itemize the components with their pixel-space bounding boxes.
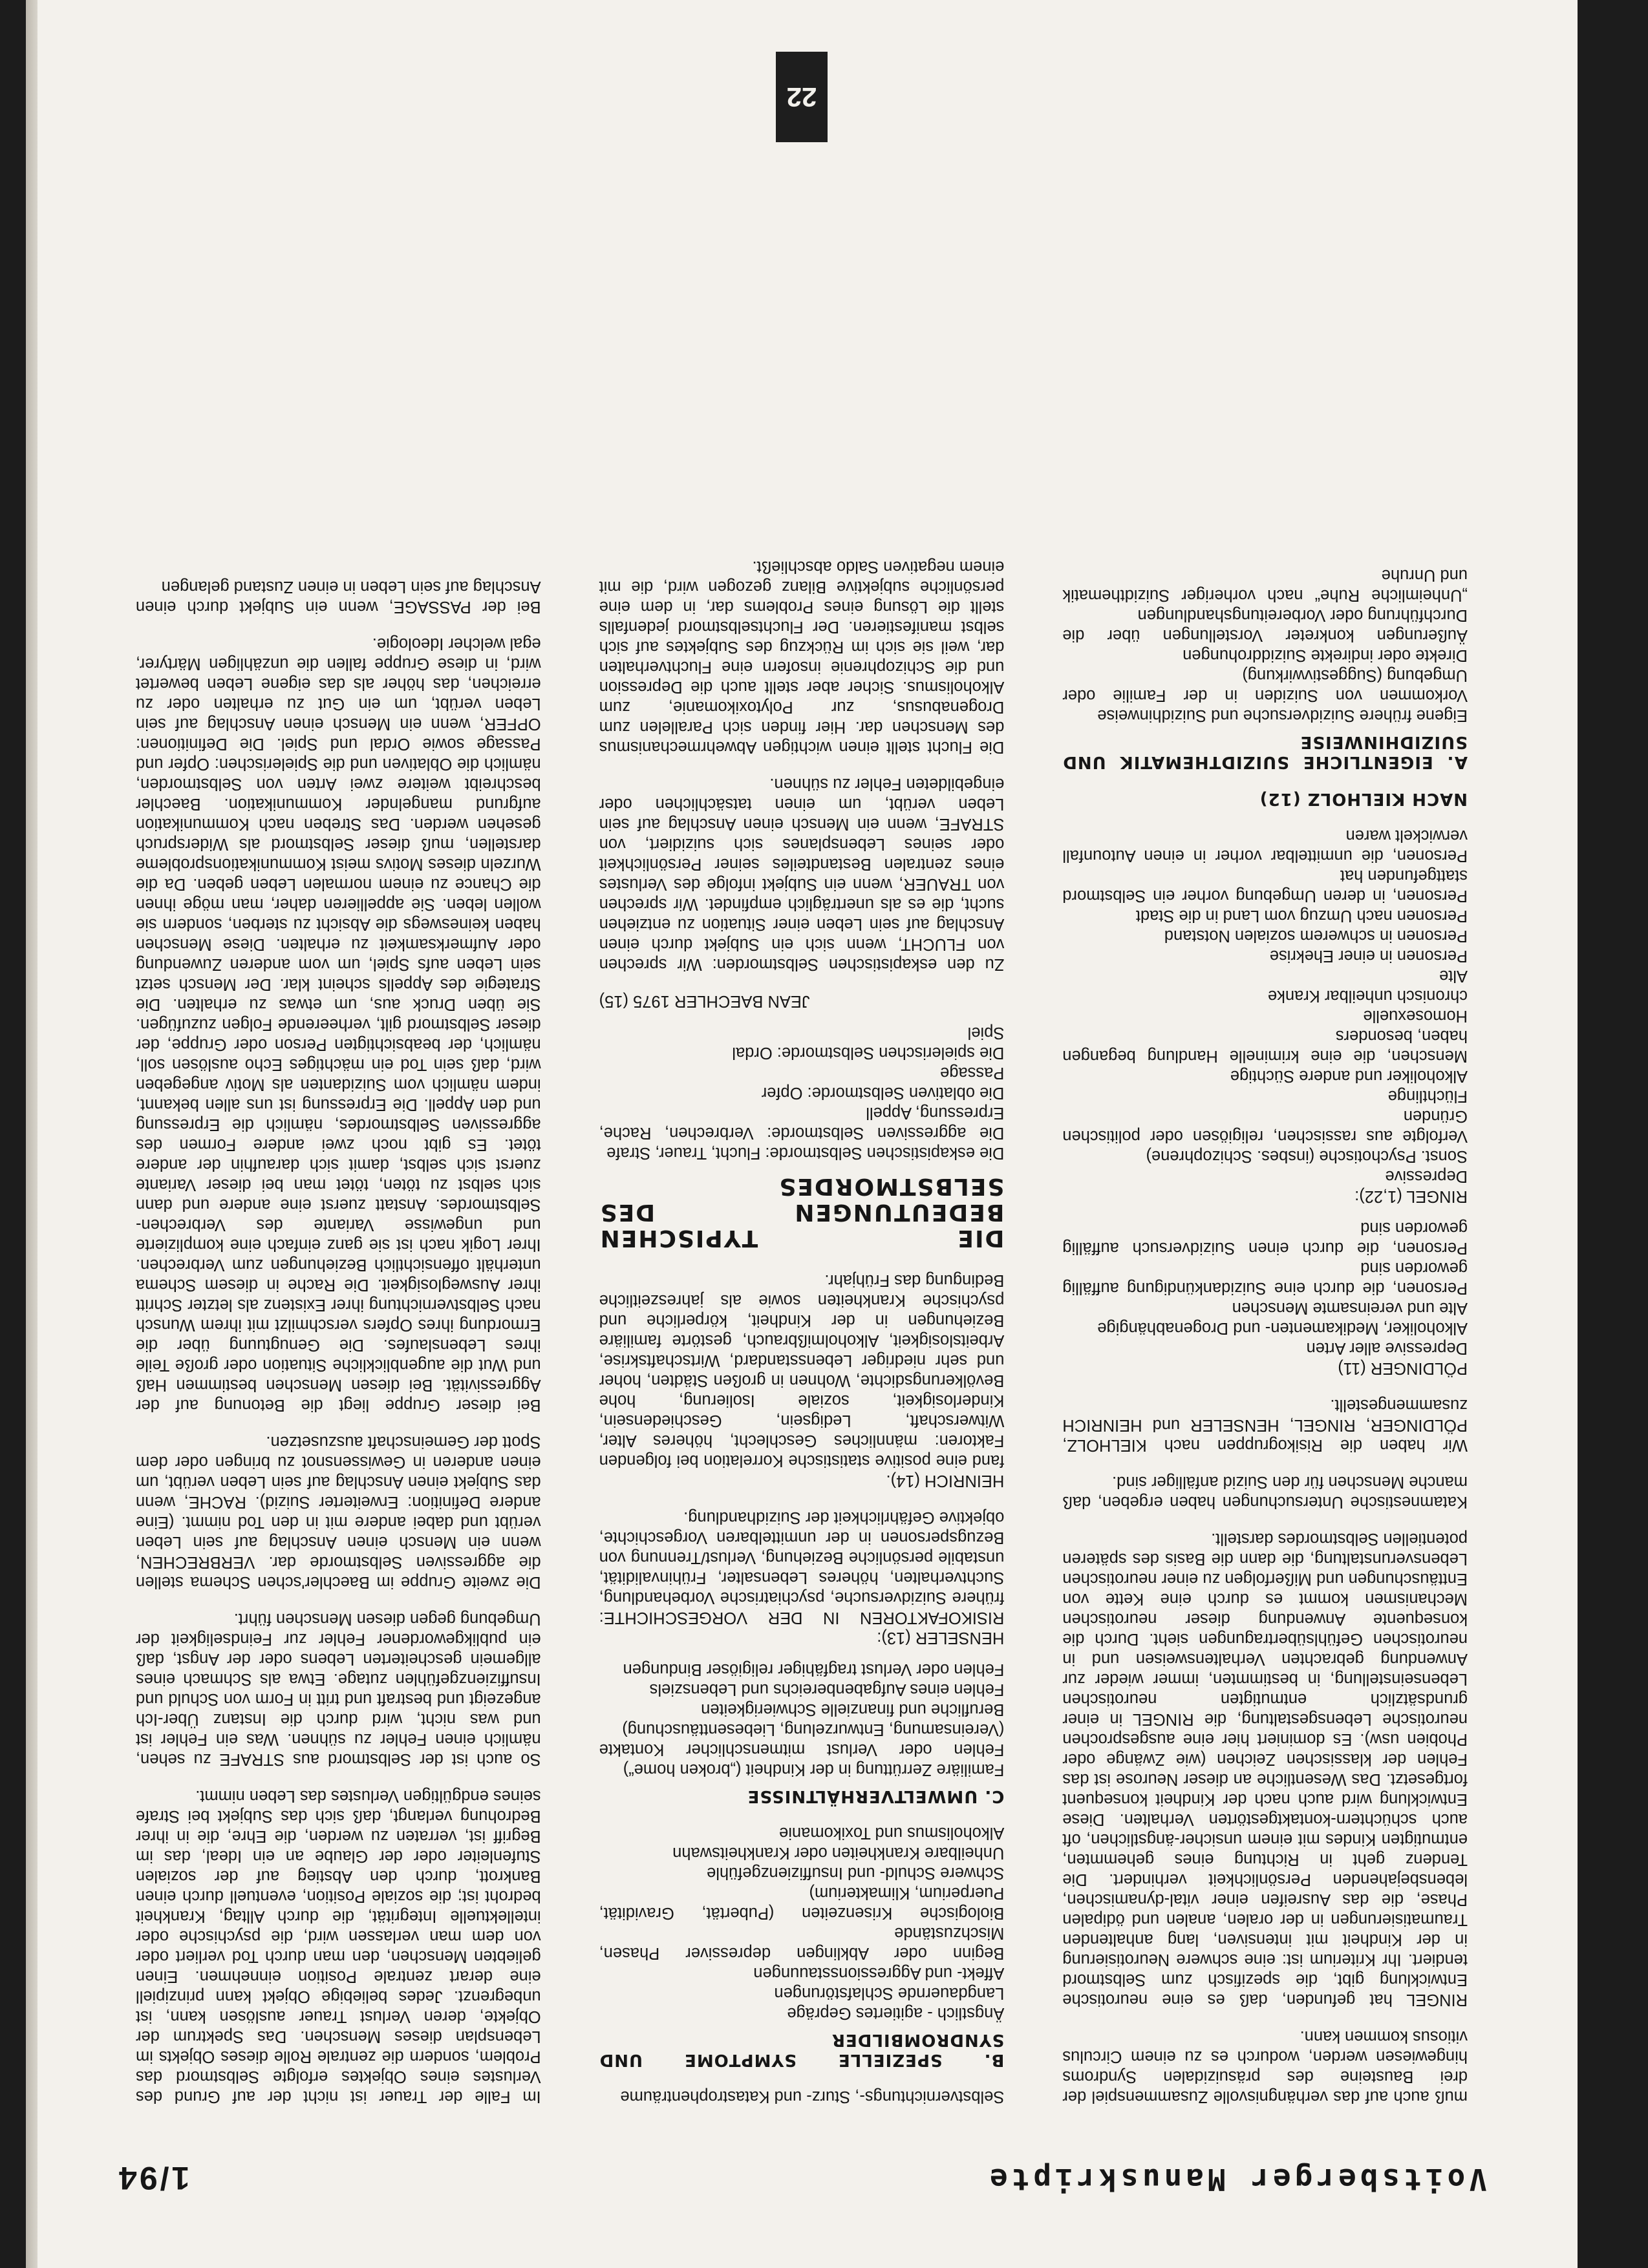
list-item: „Unheimliche Ruhe“ nach vorheriger Suizidthematik und Unruhe (1062, 566, 1468, 604)
column-2 (599, 175, 1005, 2106)
list-item: Affekt- und Aggressionsstauungen (753, 1964, 1005, 1982)
paragraph: muß auch auf das verhängnisvolle Zusammenspiel der drei Bausteine des präsuizidalen Syndroms hingewiesen werden, wodurch es zu einem Circulus vitiosus kommen kann. (1062, 2028, 1468, 2106)
paragraph: Die zweite Gruppe im Baechler'schen Schema stellen die aggressiven Selbstmorde dar. VERBRECHEN, wenn ein Mensch einen Anschlag auf sein Leben verübt und dabei andere mit in den Tod nimmt. (Eine andere Definition: Erweiterter Suizid). RACHE, wenn das Subjekt einen Anschlag auf sein Leben verübt, um einen anderen in Gewissensnot zu bringen oder dem Spott der Gemeinschaft auszusetzen. (135, 1433, 541, 1591)
subheading: RINGEL (1,22): (1354, 1187, 1468, 1205)
list-item: Ängstlich - agitiertes Gepräge (787, 2004, 1005, 2022)
list-item: Familiäre Zerrüttung in der Kindheit („broken home“) (623, 1761, 1005, 1779)
issue-number: 1/94 (116, 2160, 190, 2196)
list-item: Personen, die durch eine Suizidankündigung auffällig geworden sind (1062, 1259, 1468, 1297)
running-header (116, 2152, 1487, 2197)
column-3 (136, 175, 541, 2106)
column-1 (1062, 175, 1468, 2106)
section-heading: NACH KIELHOLZ (12) (1259, 789, 1468, 809)
list-item: chronisch unheilbar Kranke (1267, 987, 1468, 1005)
list-item: Homosexuelle (1363, 1007, 1468, 1025)
paragraph: Wir haben die Risikogruppen nach KIELHOLZ, PÖLDINGER, RINGEL, HENSELER und HEINRICH zusammengestellt. (1062, 1396, 1468, 1454)
paragraph: Die Flucht stellt einen wichtigen Abwehrmechanismus des Menschen dar. Hier finden sich Parallelen zum Drogenabusus, zur Polytoxikomanie, zum Alkoholismus. Sicher aber stellt auch die Depression und die Schizophrenie insofern eine Fluchtverhalten dar, weil sie sich im Rückzug des Subjektes auf sich selbst manifestieren. Der Fluchtselbstmord jedenfalls stellt die Lösung eines Problems dar, in dem eine persönliche subjektive Bilanz gezogen wird, die mit einem negativen Saldo abschließt. (599, 558, 1005, 756)
list-item: Spiel (967, 1024, 1005, 1042)
main-heading: DIE TYPISCHEN BEDEUTUNGEN DES SELBSTMORDES (599, 1173, 1005, 1251)
list-item: Personen, die unmittelbar vorher in einen Autounfall verwickelt waren (1062, 827, 1468, 865)
paragraph: Bei der PASSAGE, wenn ein Subjekt durch einen Anschlag auf sein Leben in einen Zustand gelangen (135, 578, 541, 616)
list-item: Depressive aller Arten (1306, 1339, 1468, 1357)
paragraph: RINGEL hat gefunden, daß es eine neurotische Entwicklung gibt, die spezifisch zum Selbstmord tendiert. Ihr Kriterium ist: eine schwere Neurotisierung in der Kindheit mit intensiven, lang anhaltenden Traumatisierungen in der oralen, analen und ödipalen Phase, die das Ausreifen einer vital-dynamischen, lebensbejahenden Persönlichkeit verhindert. Die Tendenz geht in Richtung eines gehemmten, entmutigten Kindes mit einem unsicher-ängstlichen, oft auch schüchtern-kontaktgestörten Verhalten. Diese Entwicklung wird auch nach der Kindheit konsequent fortgesetzt. Das Wesentliche an dieser Neurose ist das Fehlen der klassischen Zeichen (wie Zwänge oder Phobien usw). Es dominiert hier eine ausgesprochen neurotische Lebensgestaltung, die RINGEL in einer grundsätzlich entmutigten neurotischen Lebenseinstellung, in bestimmten, immer wieder zur Anwendung gebrachten Verhaltensweisen und in neurotischen Gefühlsübertragungen sieht. Durch die konsequente Anwendung dieser neurotischen Mechanismen kommt es durch eine Kette von Enttäuschungen und Mißerfolgen zu einer neurotischen Lebensverunstaltung, die dann die Basis des späteren potentiellen Selbstmordes darstellt. (1062, 1530, 1468, 2009)
list-item: Direkte oder indirekte Suiziddrohungen (1182, 646, 1468, 664)
subheading: HEINRICH (14). (886, 1472, 1005, 1490)
section-c-list (599, 1659, 1005, 1779)
list-item: Flüchtlinge (1387, 1087, 1468, 1105)
list-item: Vorkommen von Suiziden in der Familie oder Umgebung (Suggestivwirkung) (1062, 666, 1468, 705)
list-item: Beginn oder Abklingen depressiver Phasen, Mischzustände (599, 1924, 1005, 1962)
page-number-tab: 22 (776, 52, 828, 142)
list-item: Fehlen oder Verlust tragfähiger religiöser Bindungen (623, 1660, 1005, 1679)
list-item: Personen in schwerem sozialen Notstand (1164, 927, 1468, 945)
paragraph: Bei dieser Gruppe liegt die Betonung auf der Aggressivität. Bei diesen Menschen bestimmen Haß und Wut die augenblickliche Situation oder große Teile ihres Lebenslaufes. Die Genugtuung über die Ermordung ihres Opfers verschmilzt mit ihrem Wunsch nach Selbstvernichtung ihrer Existenz als letzter Schritt ihrer Ausweglosigkeit. Die Rache in diesem Schema unterhält offensichtlich Beziehungen zum Verbrechen. Ihrer Logik nach ist sie ganz einfach eine komplizierte und ungewisse Variante des Verbrechen-Selbstmordes. Anstatt zuerst eine andere und dann sich selbst zu töten, tötet man bei dieser Variante zuerst sich selbst, damit sich daraufhin der andere tötet. Es gibt noch zwei andere Formen des aggressiven Selbstmordes, nämlich die Erpressung und den Appell. Die Erpressung ist uns allen bekannt, indem nämlich vom Suizidanten als Motiv angegeben wird, daß sein Tod ein mächtiges Echo auslösen soll, nämlich, der beabsichtigten Person oder Gruppe, der dieser Selbstmord gilt, verheerende Folgen zuzufügen. Sie üben Druck aus, um etwas zu erhalten. Die Strategie des Appells scheint klar. Der Mensch setzt sein Leben aufs Spiel, um vom anderen Zuwendung oder Aufmerksamkeit zu erhalten. Diese Menschen haben keineswegs die Absicht zu sterben, sondern sie wollen leben. Sie appellieren daher, man möge ihnen die Chance zu einem normalen Leben geben. Da die Wurzeln dieses Motivs meist Kommunikationsprobleme darstellen, muß dieser Selbstmord als Widerspruch gesehen werden. Das Streben nach Kommunikation aufgrund mangelnder Kommunikation. Baechler beschreibt weitere zwei Arten von Selbstmorden, nämlich die Oblativen und die Spielerischen: Opfer und Passage sowie Ordal und Spiel. Die Definitionen: OPFER, wenn ein Mensch einen Anschlag auf sein Leben verübt, um ein Gut zu erhalten oder zu erreichen, das höher als das eigene Leben bewertet wird, in diese Gruppe fallen die unzähligen Märtyrer, egal welcher Ideologie. (135, 635, 541, 1414)
list-item: Alkoholismus und Toxikomanie (779, 1824, 1005, 1842)
paragraph: RISIKOFAKTOREN IN DER VORGESCHICHTE: frühere Suizidversuche, psychiatrische Vorbehandlung, Suchtverhalten, höheres Lebensalter, Frühinvalidität, unstabile persönliche Beziehung, Verlust/Trennung von Bezugspersonen in der unmittelbaren Vorgeschichte, objektive Gefährlichkeit der Suizidhandlung. (599, 1509, 1005, 1627)
list-item: Verfolgte aus rassischen, religiösen oder politischen Gründen (1062, 1107, 1468, 1145)
risk-list-poeldinger (1062, 1218, 1468, 1358)
list-item: Unheilbare Krankheiten oder Krankheitswahn (672, 1844, 1005, 1862)
section-heading: C. UMWELTVERHÄLTNISSE (747, 1786, 1005, 1806)
subheading: HENSELER (13): (877, 1629, 1005, 1647)
list-item: Schwere Schuld- und Insuffizienzgefühle (707, 1864, 1005, 1882)
list-item: Personen in einer Ehekrise (1269, 947, 1468, 965)
section-b-list (599, 1823, 1005, 2023)
list-item: Alkoholiker und andere Süchtige (1230, 1067, 1468, 1085)
list-item: Personen, in deren Umgebung vorher ein Selbstmord stattgefunden hat (1062, 867, 1468, 905)
subheading: PÖLDINGER (11) (1338, 1359, 1468, 1377)
paragraph: Katamnestische Untersuchungen haben ergeben, daß manche Menschen für den Suizid anfälliger sind. (1062, 1473, 1468, 1511)
paragraph: fand eine positive statistische Korrelation bei folgenden Faktoren: männliches Geschlecht, höheres Alter, Witwerschaft, Ledigsein, Geschiedensein, Kinderlosigkeit, soziale Isolierung, hohe Bevölkerungsdichte, Wohnen in großen Städten, hoher und sehr niedriger Lebensstandard, Wirtschaftskrise, Arbeitslosigkeit, Alkoholmißbrauch, gestörte familiäre Beziehungen in der Kindheit, körperliche und psychische Krankheiten sowie als jahreszeitliche Bedingung das Frühjahr. (599, 1271, 1005, 1470)
types-list (599, 1023, 1005, 1163)
list-item: Äußerungen konkreter Vorstellungen über die Durchführung oder Vorbereitungshandlungen (1062, 606, 1468, 644)
list-item: Fehlen oder Verlust mitmenschlicher Kontakte (Vereinsamung, Entwurzelung, Liebesenttäuschung) (599, 1721, 1005, 1759)
list-item: Alte (1439, 967, 1468, 985)
paragraph: So auch ist der Selbstmord aus STRAFE zu sehen, nämlich einen Fehler zu sühnen. Was ein Fehler ist und was nicht, wird durch die Instanz Über-Ich angezeigt und bestraft und tritt in Form von Schuld und Insuffizienzgefühlen zutage. Etwa als Schmach eines allgemein gescheiterten Lebens oder der Angst, daß ein publikgewordener Fehler zur Feindseligkeit der Umgebung gegen diesen Menschen führt. (135, 1610, 541, 1768)
list-item: Alte und vereinsamte Menschen (1232, 1299, 1468, 1317)
list-item: Biologische Krisenzeiten (Pubertät, Gravidität, Puerperium, Klimakterium) (599, 1884, 1005, 1922)
list-item: Langdauernde Schlafstörungen (774, 1984, 1005, 2002)
section-heading: B. SPEZIELLE SYMPTOME UND SYNDROMBILDER (599, 2030, 1005, 2070)
list-item: Menschen, die eine kriminelle Handlung begangen haben, besonders (1062, 1027, 1468, 1065)
list-item: Die oblativen Selbstmorde: Opfer (761, 1084, 1005, 1102)
citation: JEAN BAECHLER 1975 (15) (599, 992, 810, 1010)
paragraph: Im Falle der Trauer ist nicht der auf Grund des Verlustes eines Objektes erfolgte Selbstmord das Problem, sondern die zentrale Rolle dieses Objekts im Lebensplan dieses Menschen. Das Spektrum der Objekte, deren Verlust Trauer auslösen kann, ist unbegrenzt. Jedes beliebige Objekt kann prinzipiell eine derart zentrale Position einnehmen. Einen geliebten Menschen, den man durch Tod verliert oder von dem man verlassen wird, die psychische oder intellektuelle Integrität, die durch Alltag, Krankheit bedroht ist; die soziale Position, eventuell durch einen Bankrott, durch den Abstieg auf der sozialen Stufenleiter oder der Glaube an ein Ideal, das im Begriff ist, verraten zu werden, die Ehre, die in ihrer Bedrohung verlangt, daß sich das Subjekt bei Strafe seines endgültigen Verlustes das Leben nimmt. (135, 1787, 541, 2106)
list-item: Depressive (1385, 1167, 1468, 1185)
list-item: Berufliche und finanzielle Schwierigkeiten (701, 1701, 1005, 1719)
list-item: Die eskapistischen Selbstmorde: Flucht, Trauer, Strafe (606, 1144, 1005, 1162)
text-columns (136, 175, 1468, 2106)
paragraph: Zu den eskapistischen Selbstmorden: Wir sprechen von FLUCHT, wenn sich ein Subjekt durch einen Anschlag auf sein Leben einer Situation zu entziehen sucht, die es als unerträglich empfindet. Wir sprechen von TRAUER, wenn ein Subjekt infolge des Verlustes eines zentralen Bestandteiles seiner Persönlichkeit oder seines Lebensplanes sich suizidiert, von STRAFE, wenn ein Mensch einen Anschlag auf sein Leben verübt, um einen tatsächlichen oder eingebildeten Fehler zu sühnen. (599, 775, 1005, 973)
list-item: Selbstvernichtungs-, Sturz- und Katastrophenträume (620, 2088, 1005, 2106)
risk-list-ringel (1062, 825, 1468, 1186)
section-heading: A. EIGENTLICHE SUIZIDTHEMATIK UND SUIZIDHINWEISE (1062, 732, 1468, 772)
list-item: Personen nach Umzug vom Land in die Stadt (1135, 907, 1468, 925)
document-page (26, 0, 1578, 2268)
list-item: Fehlen eines Aufgabenbereichs und Lebensziels (649, 1680, 1005, 1699)
list-item: Passage (940, 1064, 1005, 1082)
list-item: Personen, die durch einen Suizidversuch auffällig geworden sind (1062, 1219, 1468, 1257)
list-item: Die spielerischen Selbstmorde: Ordal (732, 1044, 1005, 1062)
list-item: Alkoholiker, Medikamenten- und Drogenabhängige (1097, 1319, 1468, 1337)
series-title: Voitsberger Manuskripte (986, 2162, 1487, 2197)
list-item: Eigene frühere Suizidversuche und Suizidhinweise (1097, 706, 1468, 725)
section-a-list (1062, 565, 1468, 725)
list-item: Sonst. Psychotische (insbes. Schizophrene) (1146, 1147, 1468, 1165)
list-item: Die aggressiven Selbstmorde: Verbrechen, Rache, Erpressung, Appell (599, 1104, 1005, 1142)
page-edge (26, 0, 37, 2268)
